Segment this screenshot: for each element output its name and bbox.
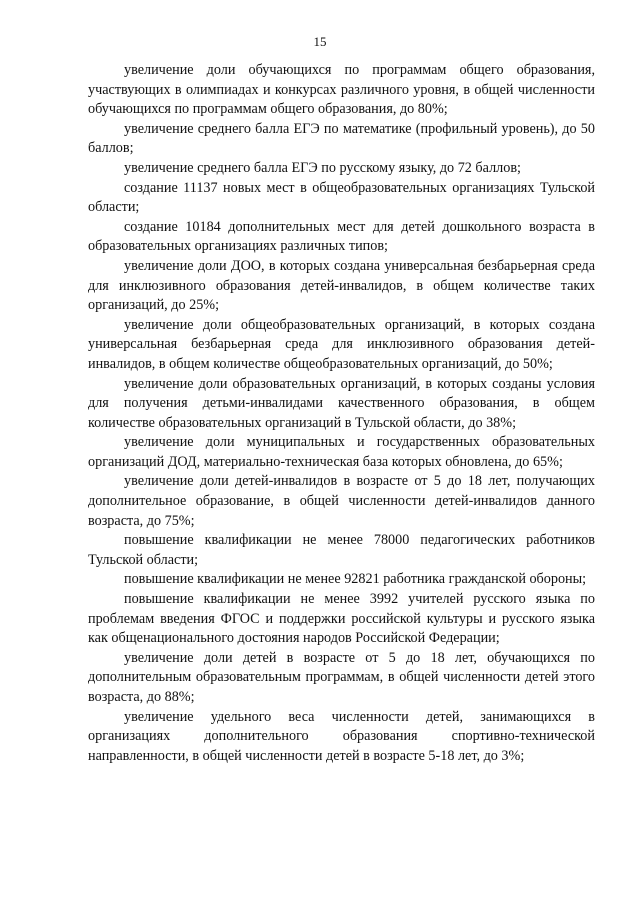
paragraph: повышение квалификации не менее 3992 учителей русского языка по проблемам введения ФГОС и поддержки российской культуры и русского языка как общенационального достояния народов Российской Федерации; (88, 591, 595, 647)
paragraph: увеличение доли обучающихся по программам общего образования, участвующих в олимпиадах и конкурсах различного уровня, в общей численности обучающихся по программам общего образования, до 80%; (88, 62, 595, 118)
paragraph: увеличение доли образовательных организаций, в которых созданы условия для получения детьми-инвалидами качественного образования, в общем количестве образовательных организаций в Тульской области, до 38%; (88, 375, 595, 431)
page-number: 15 (313, 34, 327, 49)
paragraph: увеличение удельного веса численности детей, занимающихся в организациях дополнительного образования спортивно-технической направленности, в общей численности детей в возрасте 5-18 лет, до 3%; (88, 708, 595, 764)
paragraph: увеличение среднего балла ЕГЭ по математике (профильный уровень), до 50 баллов; (88, 120, 595, 157)
paragraph: увеличение доли детей-инвалидов в возрасте от 5 до 18 лет, получающих дополнительное образование, в общей численности детей-инвалидов данного возраста, до 75%; (88, 473, 595, 529)
paragraph: увеличение доли ДОО, в которых создана универсальная безбарьерная среда для инклюзивного образования детей-инвалидов, в общем количестве таких организаций, до 25%; (88, 257, 595, 314)
paragraph: увеличение доли муниципальных и государственных образовательных организаций ДОД, материально-техническая база которых обновлена, до 65%; (88, 434, 595, 470)
paragraph: увеличение доли детей в возрасте от 5 до 18 лет, обучающихся по дополнительным образовательным программам, в общей численности детей этого возраста, до 88%; (88, 649, 595, 705)
paragraph: создание 10184 дополнительных мест для детей дошкольного возраста в образовательных организациях различных типов; (88, 218, 595, 255)
paragraph: повышение квалификации не менее 78000 педагогических работников Тульской области; (88, 532, 595, 568)
body-text (88, 61, 595, 766)
paragraph: повышение квалификации не менее 92821 работника гражданской обороны; (124, 571, 587, 588)
paragraph: увеличение доли общеобразовательных организаций, в которых создана универсальная безбарьерная среда для инклюзивного образования детей-инвалидов, в общем количестве общеобразовательных организаций, до 50%; (88, 316, 595, 372)
paragraph: увеличение среднего балла ЕГЭ по русскому языку, до 72 баллов; (124, 159, 521, 176)
paragraph: создание 11137 новых мест в общеобразовательных организациях Тульской области; (88, 179, 595, 216)
